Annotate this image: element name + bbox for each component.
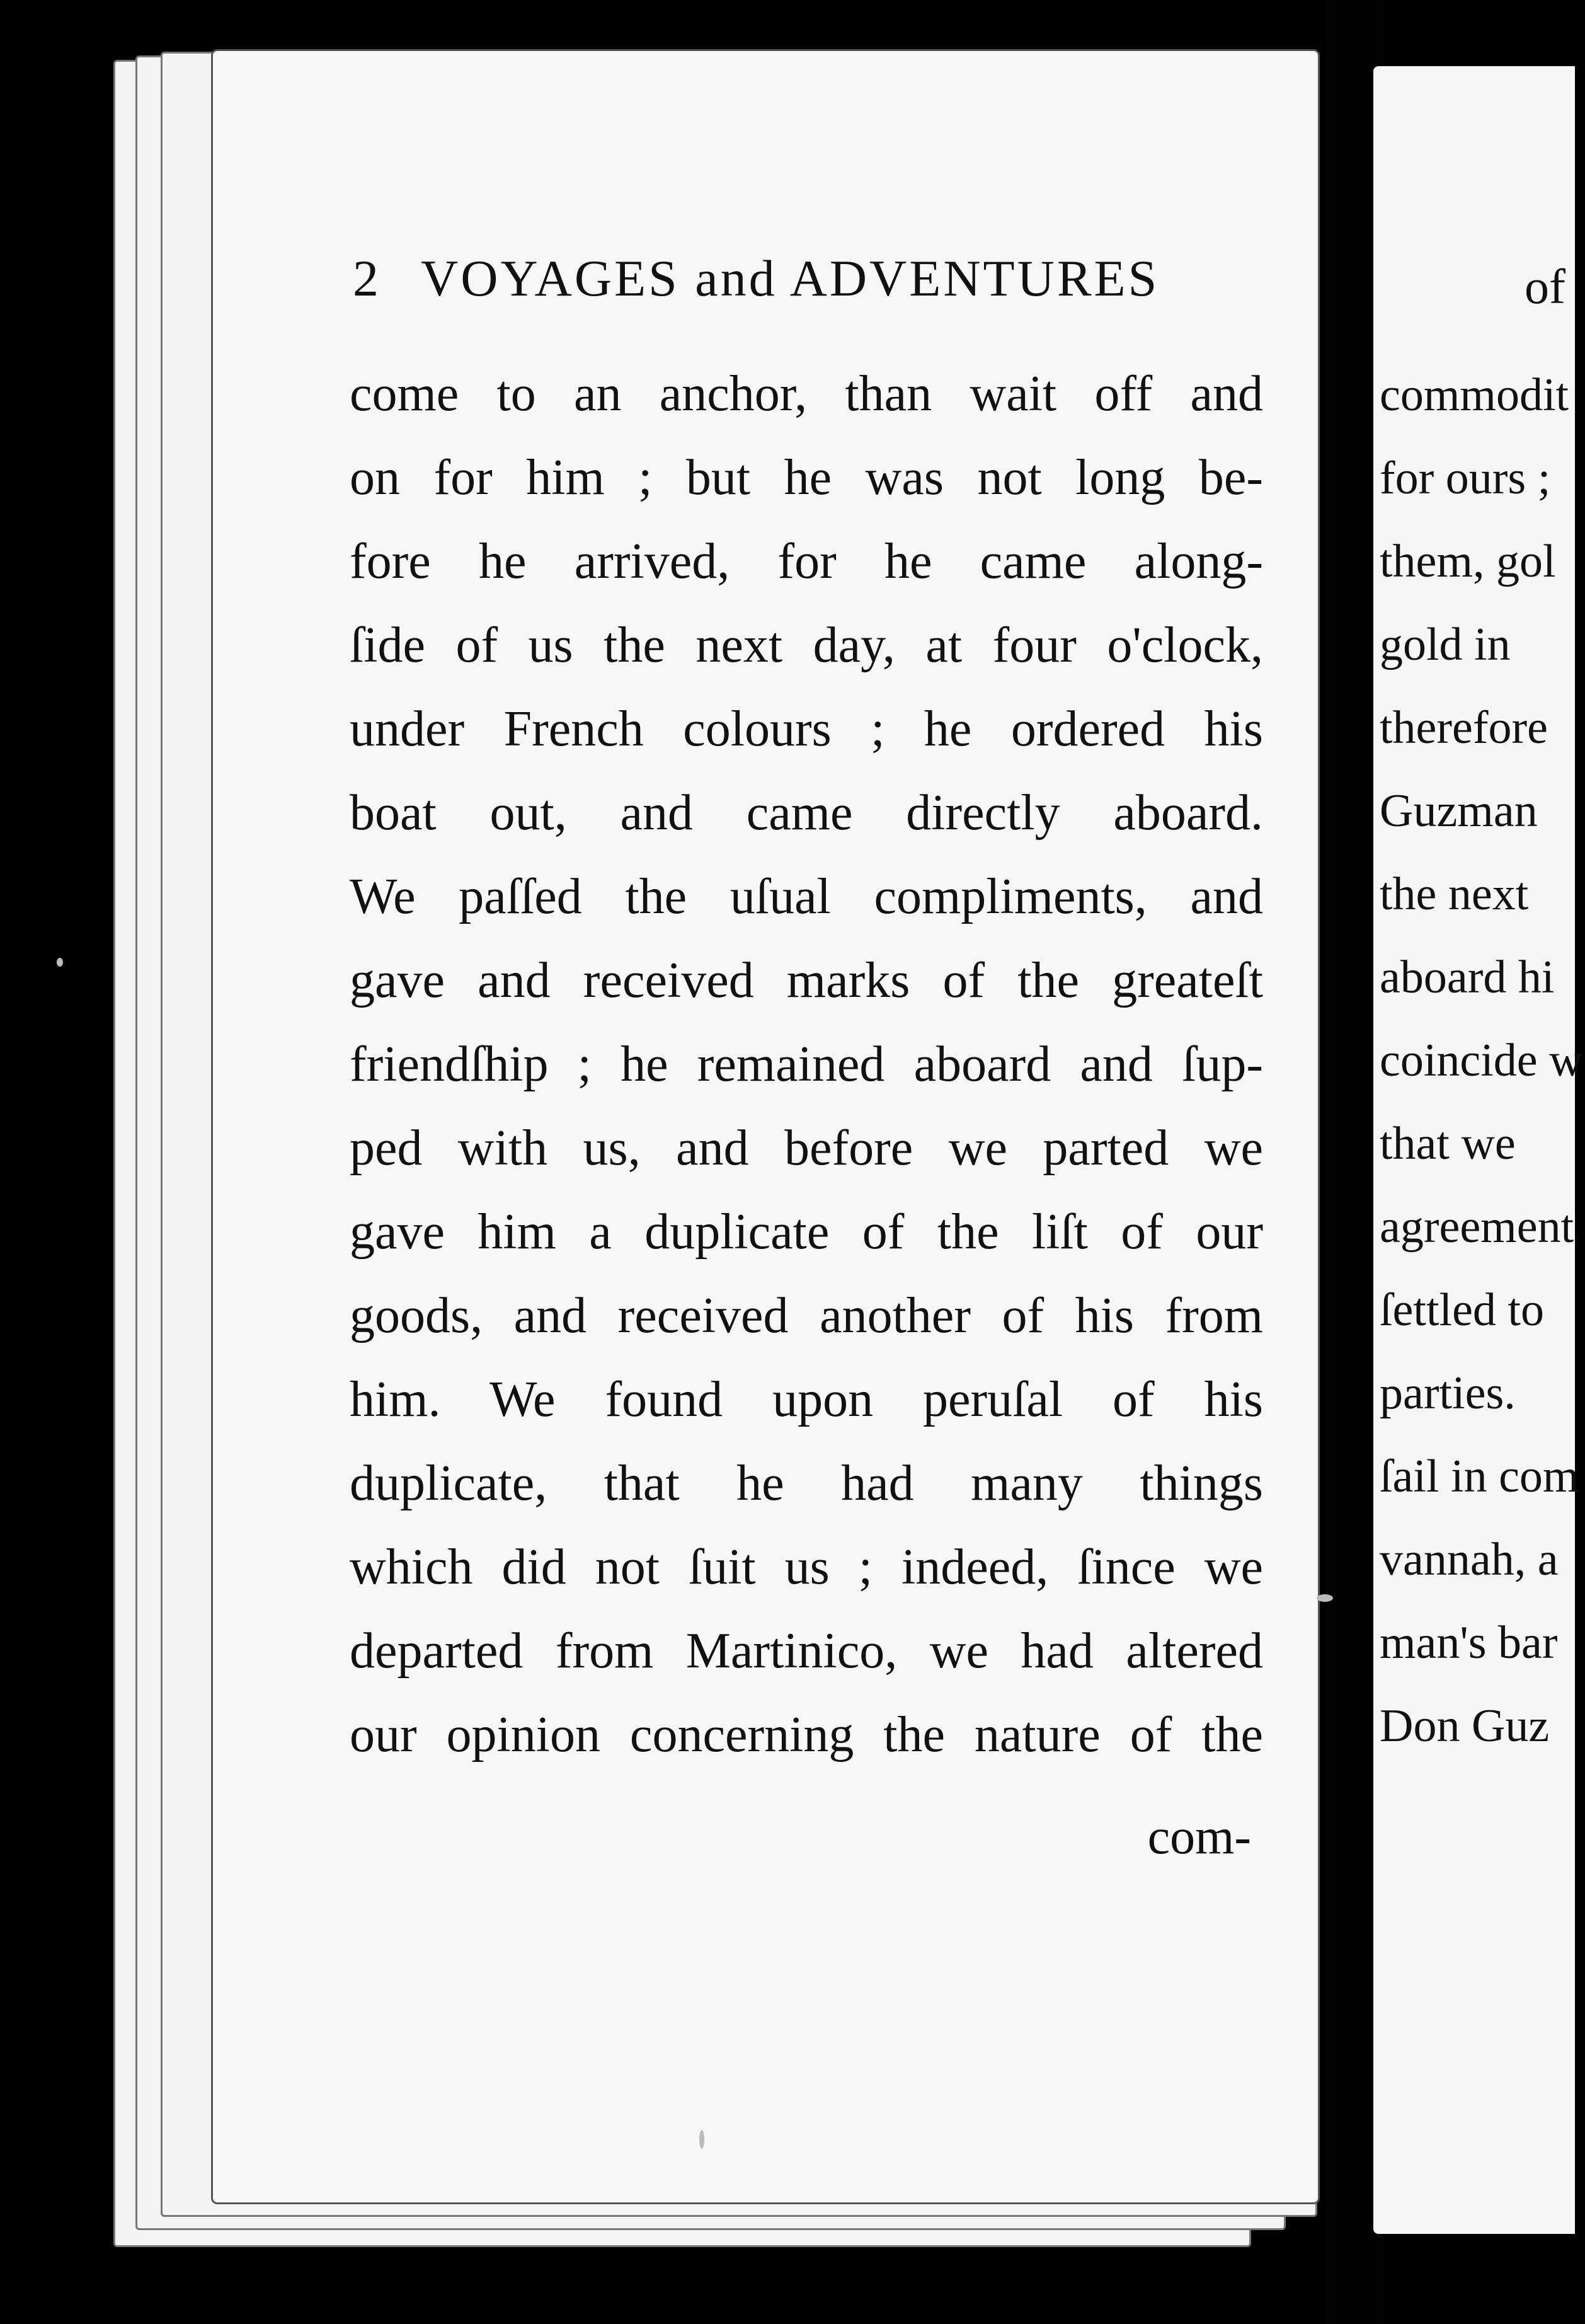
right-text-line: for ours ; — [1380, 452, 1551, 504]
running-title: VOYAGES and ADVENTURES — [421, 250, 1160, 307]
text-line: on for him ; but he was not long be- — [350, 450, 1263, 505]
text-line: friendſhip ; he remained aboard and ſup- — [350, 1037, 1263, 1092]
right-running-head: of — [1525, 259, 1565, 314]
right-text-line: aboard hi — [1380, 952, 1555, 1003]
text-line: under French colours ; he ordered his — [350, 701, 1263, 757]
right-text-line: coincide w — [1380, 1035, 1583, 1086]
catchword: com- — [1147, 1809, 1251, 1865]
right-text-line: therefore — [1380, 702, 1548, 754]
text-line: boat out, and came directly aboard. — [350, 785, 1263, 841]
text-line: duplicate, that he had many things — [350, 1456, 1263, 1511]
right-text-line: vannah, a — [1380, 1534, 1559, 1585]
right-text-line: ſail in com — [1380, 1451, 1579, 1502]
text-line: our opinion concerning the nature of the — [350, 1707, 1263, 1763]
text-line: gave him a duplicate of the liſt of our — [350, 1204, 1263, 1260]
text-line: ſide of us the next day, at four o'clock, — [350, 618, 1263, 673]
text-line: fore he arrived, for he came along- — [350, 534, 1263, 589]
text-line: which did not ſuit us ; indeed, ſince we — [350, 1539, 1263, 1595]
paper-speck — [1317, 1594, 1333, 1602]
right-text-line: that we — [1380, 1118, 1516, 1170]
paper-speck — [57, 958, 63, 967]
right-text-line: the next — [1380, 868, 1529, 920]
right-text-line: ſettled to — [1380, 1284, 1544, 1336]
right-text-line: Don Guz — [1380, 1700, 1550, 1752]
right-text-line: parties. — [1380, 1367, 1516, 1419]
right-text-line: agreement — [1380, 1201, 1574, 1253]
page-number: 2 — [353, 250, 381, 307]
right-text-line: commodit — [1380, 369, 1569, 421]
text-line: departed from Martinico, we had altered — [350, 1623, 1263, 1679]
text-line: come to an anchor, than wait off and — [350, 366, 1263, 422]
running-head — [353, 249, 1210, 306]
text-line: ped with us, and before we parted we — [350, 1120, 1263, 1176]
text-line: him. We found upon peruſal of his — [350, 1372, 1263, 1427]
text-line: goods, and received another of his from — [350, 1288, 1263, 1343]
paper-speck — [699, 2130, 704, 2149]
right-text-line: gold in — [1380, 619, 1511, 670]
right-text-line: them, gol — [1380, 536, 1556, 587]
text-line: gave and received marks of the greateſt — [350, 953, 1263, 1008]
right-text-line: Guzman — [1380, 785, 1538, 837]
text-line: We paſſed the uſual compliments, and — [350, 869, 1263, 924]
right-text-line: man's bar — [1380, 1617, 1558, 1669]
